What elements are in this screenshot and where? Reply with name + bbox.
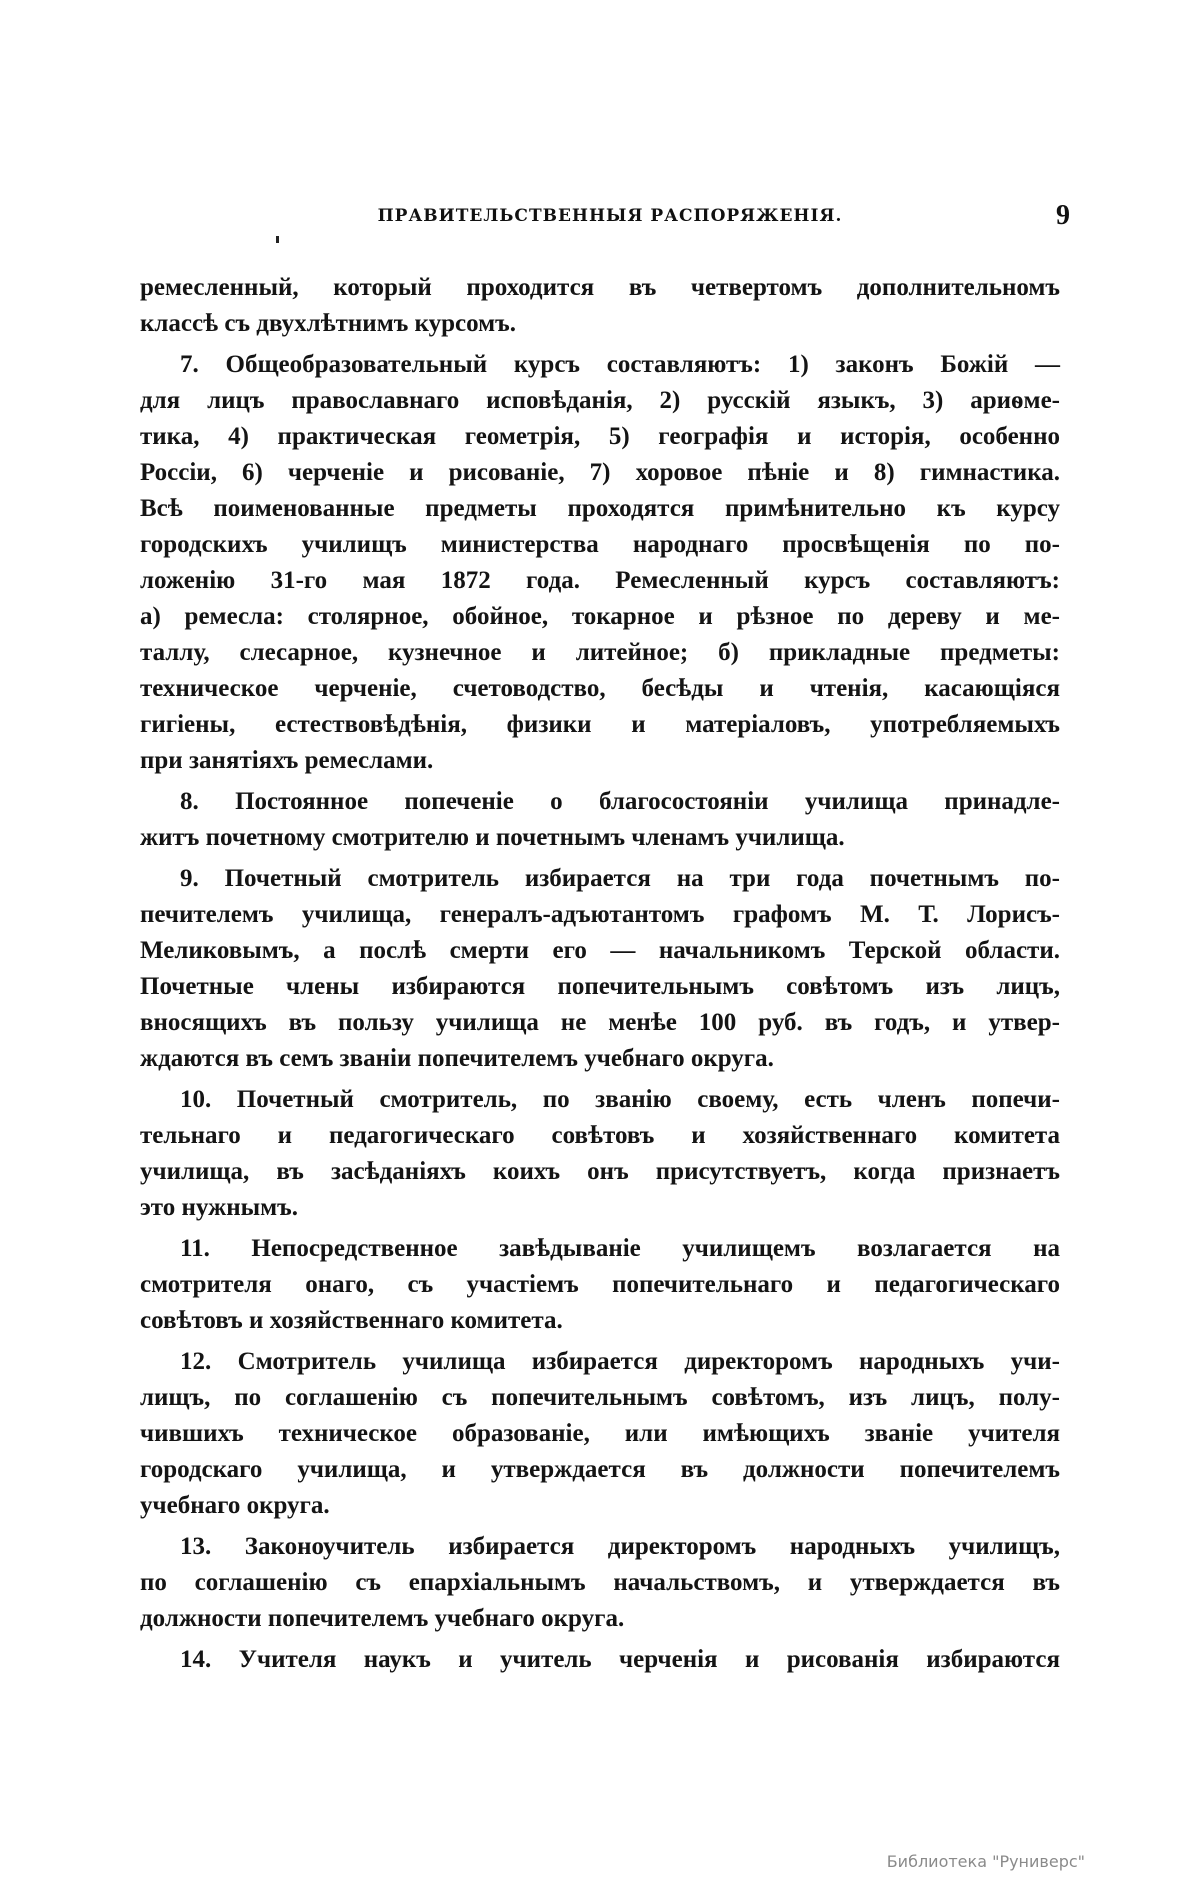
text-line: 7. Общеобразовательный курсъ составляютъ: 1) законъ Божій —: [180, 351, 1060, 378]
text-line: 9. Почетный смотритель избирается на три года почетнымъ по-: [180, 865, 1060, 892]
text-line: 8. Постоянное попеченіе о благосостояніи училища принадле-: [180, 788, 1060, 815]
text-line: тика, 4) практическая геометрія, 5) географія и исторія, особенно: [140, 423, 1060, 450]
text-line: совѣтовъ и хозяйственнаго комитета.: [140, 1307, 563, 1334]
text-line: Россіи, 6) черченіе и рисованіе, 7) хоровое пѣніе и 8) гимнастика.: [140, 459, 1060, 486]
text-line: ложенію 31-го мая 1872 года. Ремесленный курсъ составляютъ:: [140, 567, 1060, 594]
text-line: смотрителя онаго, съ участіемъ попечительнаго и педагогическаго: [140, 1271, 1060, 1298]
text-line: должности попечителемъ учебнаго округа.: [140, 1605, 625, 1632]
text-line: 11. Непосредственное завѣдываніе училищемъ возлагается на: [180, 1235, 1060, 1262]
text-line: городскихъ училищъ министерства народнаго просвѣщенія по по-: [140, 531, 1060, 558]
text-line: житъ почетному смотрителю и почетнымъ членамъ училища.: [140, 824, 845, 851]
text-line: Всѣ поименованные предметы проходятся примѣнительно къ курсу: [140, 495, 1060, 522]
text-line: Меликовымъ, а послѣ смерти его — начальникомъ Терской области.: [140, 937, 1060, 964]
text-line: печителемъ училища, генералъ-адъютантомъ графомъ М. Т. Лорисъ-: [140, 901, 1060, 928]
text-line: для лицъ православнаго исповѣданія, 2) русскій языкъ, 3) ариѳме-: [140, 387, 1060, 414]
text-line: Почетные члены избираются попечительнымъ совѣтомъ изъ лицъ,: [140, 973, 1060, 1000]
text-line: 10. Почетный смотритель, по званію своему, есть членъ попечи-: [180, 1086, 1060, 1113]
text-line: техническое черченіе, счетоводство, бесѣды и чтенія, касающіяся: [140, 675, 1060, 702]
text-line: гигіены, естествовѣдѣнія, физики и матеріаловъ, употребляемыхъ: [140, 711, 1060, 738]
text-line: ремесленный, который проходится въ четвертомъ дополнительномъ: [140, 274, 1060, 301]
text-line: таллу, слесарное, кузнечное и литейное; б) прикладные предметы:: [140, 639, 1060, 666]
page-number: 9: [1056, 200, 1070, 231]
text-line: а) ремесла: столярное, обойное, токарное и рѣзное по дереву и ме-: [140, 603, 1060, 630]
text-line: по соглашенію съ епархіальнымъ начальствомъ, и утверждается въ: [140, 1569, 1060, 1596]
text-line: чившихъ техническое образованіе, или имѣющихъ званіе учителя: [140, 1420, 1060, 1447]
text-line: тельнаго и педагогическаго совѣтовъ и хозяйственнаго комитета: [140, 1122, 1060, 1149]
text-line: учебнаго округа.: [140, 1492, 330, 1519]
library-watermark: Библиотека "Руниверс": [886, 1852, 1085, 1871]
text-line: вносящихъ въ пользу училища не менѣе 100 руб. въ годъ, и утвер-: [140, 1009, 1060, 1036]
text-line: 13. Законоучитель избирается директоромъ народныхъ училищъ,: [180, 1533, 1060, 1560]
text-line: это нужнымъ.: [140, 1194, 298, 1221]
running-title: ПРАВИТЕЛЬСТВЕННЫЯ РАСПОРЯЖЕНІЯ.: [377, 206, 843, 226]
text-line: при занятіяхъ ремеслами.: [140, 747, 434, 774]
text-line: училища, въ засѣданіяхъ коихъ онъ присутствуетъ, когда признаетъ: [140, 1158, 1060, 1185]
text-line: классѣ съ двухлѣтнимъ курсомъ.: [140, 310, 516, 337]
text-line: ждаются въ семъ званіи попечителемъ учебнаго округа.: [140, 1045, 774, 1072]
scan-speck: [276, 236, 279, 243]
text-line: 12. Смотритель училища избирается директоромъ народныхъ учи-: [180, 1348, 1060, 1375]
text-line: лищъ, по соглашенію съ попечительнымъ совѣтомъ, изъ лицъ, полу-: [140, 1384, 1060, 1411]
text-line: городскаго училища, и утверждается въ должности попечителемъ: [140, 1456, 1060, 1483]
text-line: 14. Учителя наукъ и учитель черченія и рисованія избираются: [180, 1646, 1060, 1673]
